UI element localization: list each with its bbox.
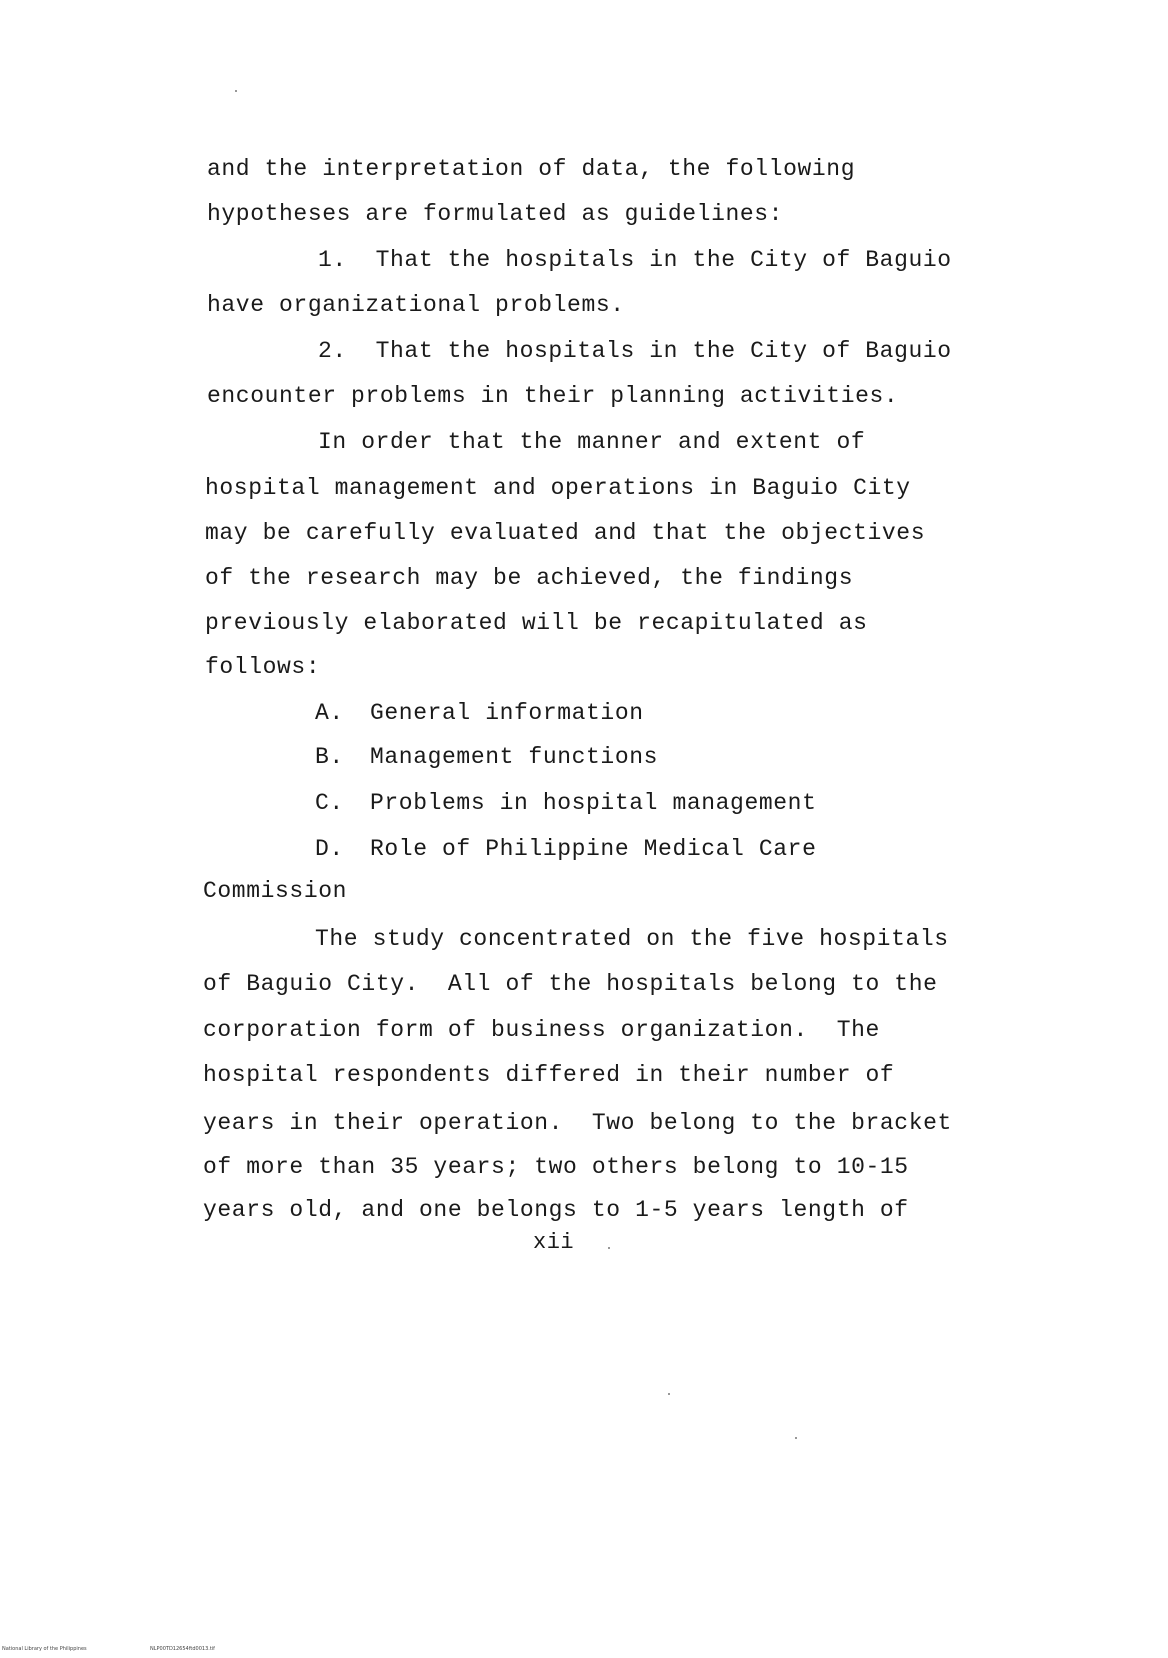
list-item-letter: A. bbox=[315, 700, 344, 726]
page-number: xii bbox=[533, 1230, 575, 1255]
hypothesis-1-line-1: 1. That the hospitals in the City of Baguio bbox=[318, 247, 952, 273]
order-line-5: previously elaborated will be recapitulated as bbox=[205, 610, 868, 636]
hypothesis-1-line-2: have organizational problems. bbox=[207, 292, 625, 318]
list-item-letter: D. bbox=[315, 836, 344, 862]
order-line-2: hospital management and operations in Baguio City bbox=[205, 475, 911, 501]
study-line-7: years old, and one belongs to 1-5 years length of bbox=[203, 1197, 909, 1223]
hypothesis-2-line-2: encounter problems in their planning activities. bbox=[207, 383, 899, 409]
intro-line-2: hypotheses are formulated as guidelines: bbox=[207, 201, 784, 227]
order-line-3: may be carefully evaluated and that the objectives bbox=[205, 520, 926, 546]
list-item-continuation: Commission bbox=[203, 878, 348, 904]
list-item-letter: C. bbox=[315, 790, 344, 816]
scan-speck bbox=[608, 1247, 610, 1249]
list-item-text: Role of Philippine Medical Care bbox=[370, 836, 817, 862]
scan-speck bbox=[668, 1393, 670, 1395]
list-item-text: General information bbox=[370, 700, 644, 726]
list-item-letter: B. bbox=[315, 744, 344, 770]
order-line-4: of the research may be achieved, the findings bbox=[205, 565, 854, 591]
intro-line-1: and the interpretation of data, the following bbox=[207, 156, 856, 182]
list-item-text: Management functions bbox=[370, 744, 659, 770]
study-line-2: of Baguio City. All of the hospitals belong to the bbox=[203, 971, 938, 997]
study-line-5: years in their operation. Two belong to the bracket bbox=[203, 1110, 952, 1136]
scan-speck bbox=[795, 1437, 797, 1439]
study-line-6: of more than 35 years; two others belong to 10-15 bbox=[203, 1154, 909, 1180]
study-line-1: The study concentrated on the five hospitals bbox=[315, 926, 949, 952]
footer-library-label: National Library of the Philippines bbox=[2, 1646, 87, 1652]
hypothesis-2-line-1: 2. That the hospitals in the City of Baguio bbox=[318, 338, 952, 364]
study-line-4: hospital respondents differed in their number of bbox=[203, 1062, 895, 1088]
list-item-text: Problems in hospital management bbox=[370, 790, 817, 816]
footer-file-label: NLP00TD12654ftd0013.tif bbox=[150, 1646, 215, 1652]
study-line-3: corporation form of business organization. The bbox=[203, 1017, 880, 1043]
order-line-1: In order that the manner and extent of bbox=[318, 429, 866, 455]
order-line-6: follows: bbox=[205, 654, 321, 680]
scan-speck bbox=[235, 90, 237, 92]
